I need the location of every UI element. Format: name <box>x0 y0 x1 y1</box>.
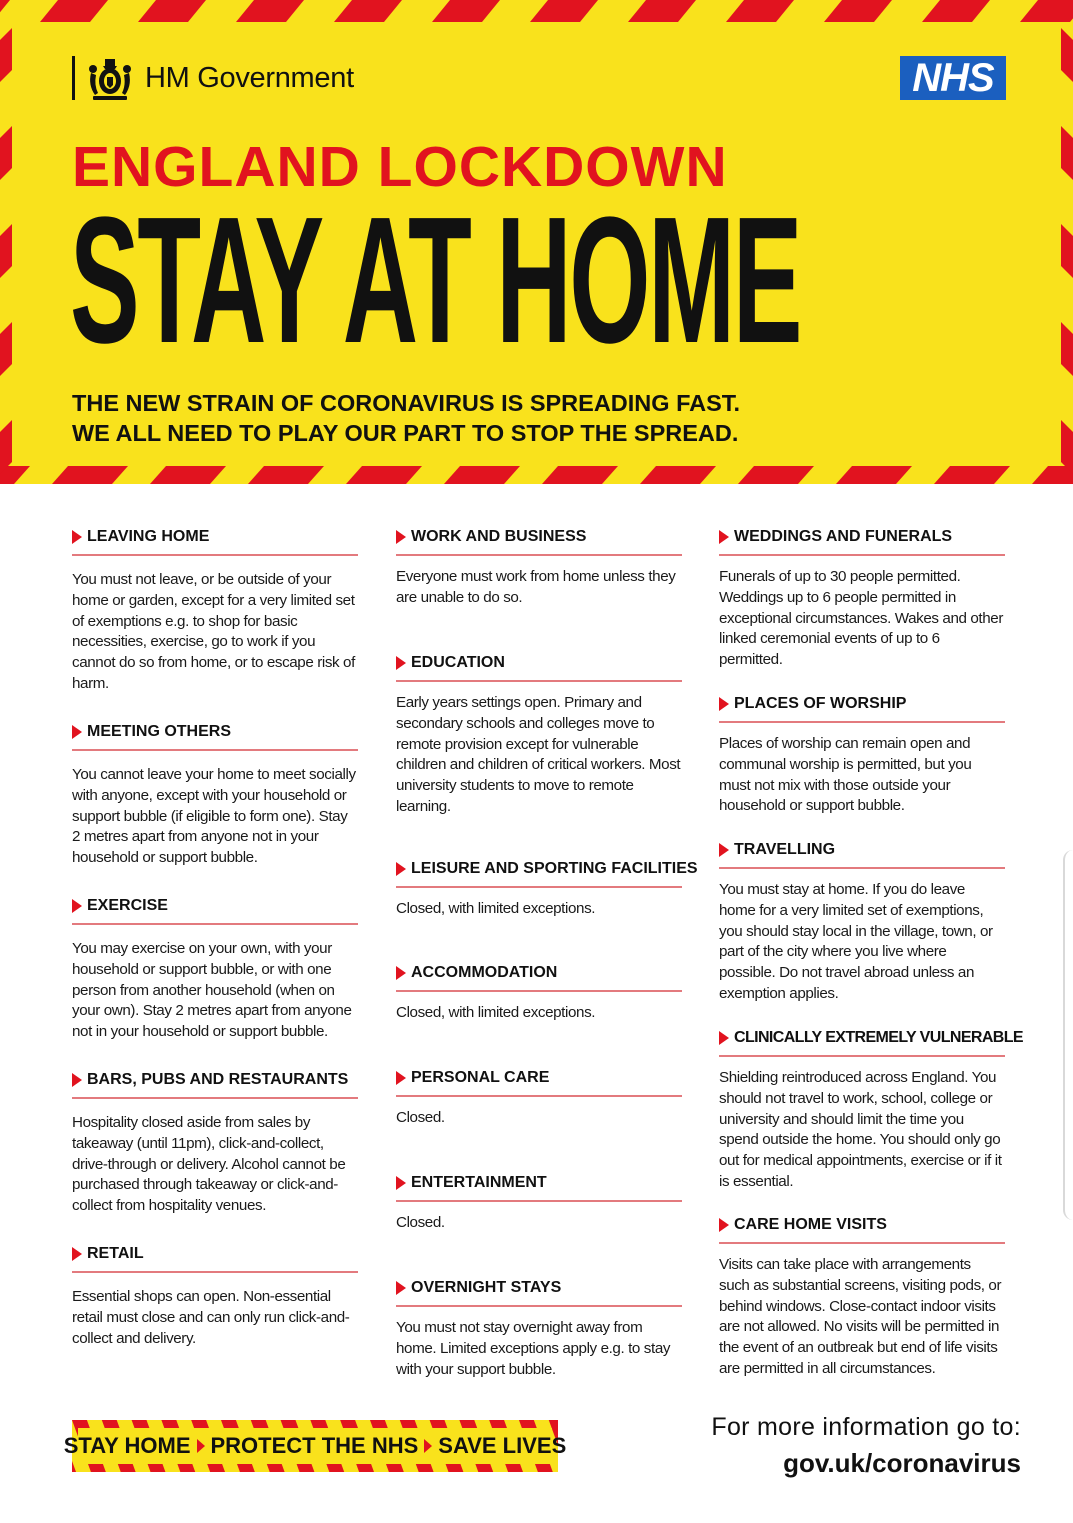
org-name: HM Government <box>145 61 354 94</box>
subtitle-line-2: WE ALL NEED TO PLAY OUR PART TO STOP THE SPREAD. <box>72 420 739 446</box>
hazard-stripe-segment <box>542 466 618 484</box>
section-divider <box>719 867 1005 869</box>
section-bars-pubs-restaurants <box>72 1069 358 1217</box>
hazard-stripe-bottom <box>0 466 1073 484</box>
hazard-stripe-segment <box>346 466 422 484</box>
section-exercise <box>72 895 358 1043</box>
section-title: RETAIL <box>87 1245 144 1262</box>
scroll-edge <box>1063 850 1073 1220</box>
header-panel <box>0 0 1073 484</box>
hazard-stripe-segment <box>1061 224 1073 278</box>
header-subtitle <box>72 388 740 448</box>
section-body: You cannot leave your home to meet socially with anyone, except with your household or support bubble (if eligible to form one). Stay 2 metres apart from anyone not in your household or support bubble. <box>72 766 356 867</box>
section-body: Funerals of up to 30 people permitted. Weddings up to 6 people permitted in exceptional circumstances. Wakes and other linked ceremonial events of up to 6 permitted. <box>719 568 1003 669</box>
section-entertainment <box>396 1172 682 1234</box>
section-leaving-home <box>72 526 358 695</box>
section-body: Essential shops can open. Non-essential retail must close and can only run click-and-collect and delivery. <box>72 1288 350 1347</box>
hazard-stripe-segment <box>248 466 324 484</box>
section-meeting-others <box>72 721 358 869</box>
section-body: You may exercise on your own, with your household or support bubble, or with one person from another household (when on your own). Stay 2 metres apart from anyone not in your household or support bubble. <box>72 940 352 1041</box>
red-triangle-icon <box>72 530 82 544</box>
section-body: You must not stay overnight away from home. Limited exceptions apply e.g. to stay with your support bubble. <box>396 1319 671 1378</box>
red-triangle-icon <box>72 1073 82 1087</box>
section-title: TRAVELLING <box>734 841 836 858</box>
section-body: Visits can take place with arrangements such as substantial screens, visiting pods, or behind windows. Close-contact indoor visits are not allowed. No visits will be permitted in the event of an outbreak but end of life visits are permitted in all circumstances. <box>719 1256 1002 1377</box>
section-divider <box>72 1097 358 1099</box>
hazard-stripe-segment <box>0 28 12 82</box>
red-triangle-icon <box>719 697 729 711</box>
hazard-stripe-top <box>0 0 1073 22</box>
section-work-and-business <box>396 526 682 609</box>
section-body: Hospitality closed aside from sales by takeaway (until 11pm), click-and-collect, drive-through or delivery. Alcohol cannot be purchased through takeaway or click-and-collect from hospitality venues. <box>72 1114 346 1215</box>
red-triangle-icon <box>424 1439 432 1453</box>
red-triangle-icon <box>396 1281 406 1295</box>
hazard-stripe-segment <box>726 0 794 22</box>
section-divider <box>72 1271 358 1273</box>
lockdown-title: ENGLAND LOCKDOWN <box>72 135 728 199</box>
hazard-stripe-segment <box>836 466 912 484</box>
red-triangle-icon <box>396 1176 406 1190</box>
hazard-stripe-segment <box>1061 322 1073 376</box>
section-accommodation <box>396 962 682 1024</box>
section-title: ENTERTAINMENT <box>411 1174 547 1191</box>
section-divider <box>396 554 682 556</box>
section-divider <box>396 886 682 888</box>
hazard-stripe-segment <box>432 0 500 22</box>
red-triangle-icon <box>719 530 729 544</box>
section-body: Closed, with limited exceptions. <box>396 900 596 917</box>
hazard-stripe-segment <box>1061 420 1073 474</box>
section-title: BARS, PUBS AND RESTAURANTS <box>87 1071 349 1088</box>
hazard-stripe-segment <box>236 0 304 22</box>
section-title: EXERCISE <box>87 897 168 914</box>
section-body: Closed. <box>396 1214 445 1231</box>
hazard-stripe-segment <box>1061 126 1073 180</box>
section-title: WORK AND BUSINESS <box>411 528 587 545</box>
hazard-stripe-segment <box>628 0 696 22</box>
section-body: Closed. <box>396 1109 445 1126</box>
section-title: MEETING OTHERS <box>87 723 232 740</box>
section-retail <box>72 1243 358 1349</box>
hazard-stripe-segment <box>444 466 520 484</box>
logo-divider <box>72 56 75 100</box>
section-body: You must stay at home. If you do leave home for a very limited set of exemptions, you should stay local in the village, town, or part of the city where you live where possible. Do not travel abroad unless an exemption applies. <box>719 881 993 1002</box>
section-title: WEDDINGS AND FUNERALS <box>734 528 953 545</box>
section-divider <box>396 680 682 682</box>
hazard-stripe-segment <box>0 224 12 278</box>
section-title: CARE HOME VISITS <box>734 1216 887 1233</box>
hm-government-logo <box>72 55 354 101</box>
section-title: LEAVING HOME <box>87 528 210 545</box>
section-title: PERSONAL CARE <box>411 1069 550 1086</box>
hazard-stripe-segment <box>334 0 402 22</box>
hazard-stripe-segment <box>0 420 12 474</box>
red-triangle-icon <box>719 1031 729 1045</box>
section-title: EDUCATION <box>411 654 505 671</box>
section-personal-care <box>396 1067 682 1129</box>
section-title: OVERNIGHT STAYS <box>411 1279 562 1296</box>
section-title: PLACES OF WORSHIP <box>734 695 907 712</box>
red-triangle-icon <box>72 1247 82 1261</box>
section-clinically-extremely-vulnerable <box>719 1027 1024 1193</box>
red-triangle-icon <box>396 966 406 980</box>
slogan-save-lives: SAVE LIVES <box>438 1433 567 1458</box>
red-triangle-icon <box>197 1439 205 1453</box>
section-overnight-stays <box>396 1277 682 1380</box>
section-body: Early years settings open. Primary and secondary schools and colleges move to remote provision except for vulnerable children and children of critical workers. Most university students to move to remote learning. <box>396 694 681 815</box>
section-body: Places of worship can remain open and communal worship is permitted, but you must not mix with those outside your household or support bubble. <box>719 735 972 815</box>
section-title: CLINICALLY EXTREMELY VULNERABLE <box>734 1029 1024 1046</box>
section-body: Closed, with limited exceptions. <box>396 1004 596 1021</box>
section-title: LEISURE AND SPORTING FACILITIES <box>411 860 698 877</box>
hazard-stripe-segment <box>0 322 12 376</box>
hazard-stripe-segment <box>52 466 128 484</box>
royal-crest-icon <box>85 55 135 101</box>
section-leisure-and-sporting <box>396 858 698 920</box>
hazard-stripe-left <box>0 0 22 484</box>
slogan-banner <box>63 1420 567 1472</box>
red-triangle-icon <box>396 530 406 544</box>
more-info-url[interactable]: gov.uk/coronavirus <box>783 1448 1021 1478</box>
section-divider <box>72 749 358 751</box>
red-triangle-icon <box>396 1071 406 1085</box>
hazard-stripe-segment <box>824 0 892 22</box>
red-triangle-icon <box>719 843 729 857</box>
hazard-stripe-segment <box>1061 28 1073 82</box>
section-title: ACCOMMODATION <box>411 964 558 981</box>
section-divider <box>72 554 358 556</box>
section-places-of-worship <box>719 693 1005 817</box>
section-body: Shielding reintroduced across England. You should not travel to work, school, college or university and should limit the time you spend outside the home. You should only go out for medical appointments, exercise or if it is essential. <box>719 1069 1002 1190</box>
hazard-stripe-segment <box>0 126 12 180</box>
hazard-stripe-segment <box>530 0 598 22</box>
nhs-logo: NHS <box>900 56 1006 100</box>
section-divider <box>72 923 358 925</box>
section-divider <box>719 554 1005 556</box>
section-education <box>396 652 682 818</box>
section-divider <box>719 1242 1005 1244</box>
subtitle-line-1: THE NEW STRAIN OF CORONAVIRUS IS SPREADING FAST. <box>72 390 741 416</box>
section-body: You must not leave, or be outside of your home or garden, except for a very limited set of exemptions e.g. to shop for basic necessities, exercise, go to work if you cannot do so from home, or to escape risk of harm. <box>72 571 355 692</box>
red-triangle-icon <box>72 725 82 739</box>
section-divider <box>396 1095 682 1097</box>
red-triangle-icon <box>719 1218 729 1232</box>
red-triangle-icon <box>396 656 406 670</box>
section-divider <box>719 1055 1005 1057</box>
section-care-home-visits <box>719 1214 1005 1380</box>
slogan-stay-home: STAY HOME <box>63 1433 191 1458</box>
hazard-stripe-segment <box>150 466 226 484</box>
more-info <box>711 1413 1021 1479</box>
hazard-stripe-segment <box>640 466 716 484</box>
hazard-stripe-segment <box>138 0 206 22</box>
section-travelling <box>719 839 1005 1005</box>
slogan-text <box>63 1420 567 1472</box>
hazard-stripe-right <box>1051 0 1073 484</box>
more-info-label: For more information go to: <box>711 1413 1021 1441</box>
red-triangle-icon <box>72 899 82 913</box>
section-divider <box>396 1305 682 1307</box>
hazard-stripe-segment <box>738 466 814 484</box>
section-divider <box>396 990 682 992</box>
hazard-stripe-segment <box>40 0 108 22</box>
hazard-stripe-segment <box>922 0 990 22</box>
section-weddings-and-funerals <box>719 526 1005 671</box>
red-triangle-icon <box>396 862 406 876</box>
slogan-protect-nhs: PROTECT THE NHS <box>210 1433 419 1458</box>
section-divider <box>396 1200 682 1202</box>
stay-at-home-title: STAY AT HOME <box>70 180 801 381</box>
section-body: Everyone must work from home unless they are unable to do so. <box>396 568 676 606</box>
hazard-stripe-segment <box>934 466 1010 484</box>
section-divider <box>719 721 1005 723</box>
